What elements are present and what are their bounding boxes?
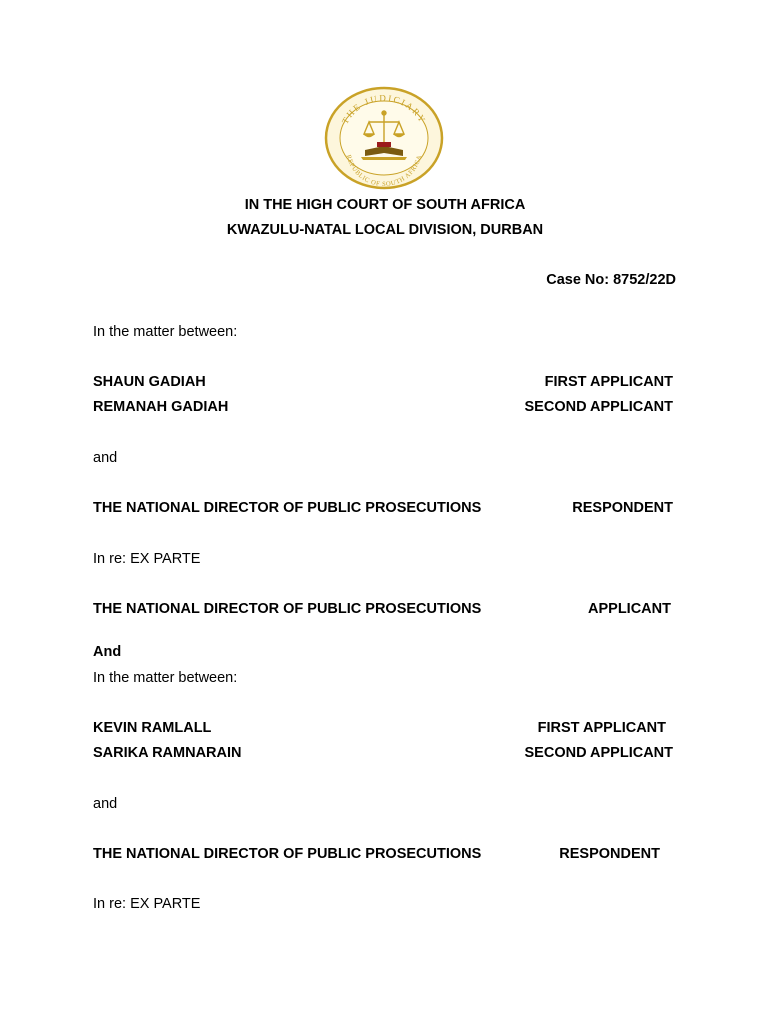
- case-number: Case No: 8752/22D: [546, 272, 676, 288]
- matter-connector: And: [93, 644, 122, 660]
- seal-bottom-text: REPUBLIC OF SOUTH AFRICA: [344, 154, 424, 189]
- seal-top-text: THE JUDICIARY: [339, 92, 429, 126]
- and-connector: and: [93, 450, 118, 466]
- party-role: SECOND APPLICANT: [524, 399, 673, 415]
- and-connector: and: [93, 796, 118, 812]
- in-re-line: In re: EX PARTE: [93, 551, 201, 567]
- party-name: THE NATIONAL DIRECTOR OF PUBLIC PROSECUTIONS: [93, 601, 482, 617]
- court-name: IN THE HIGH COURT OF SOUTH AFRICA: [244, 197, 526, 213]
- party-name: REMANAH GADIAH: [93, 399, 229, 415]
- party-role: RESPONDENT: [559, 846, 660, 862]
- party-name: SHAUN GADIAH: [93, 374, 206, 390]
- party-name: KEVIN RAMLALL: [93, 720, 212, 736]
- court-division: KWAZULU-NATAL LOCAL DIVISION, DURBAN: [226, 222, 544, 238]
- party-name: THE NATIONAL DIRECTOR OF PUBLIC PROSECUTIONS: [93, 500, 482, 516]
- judiciary-seal: [321, 86, 447, 190]
- party-role: APPLICANT: [588, 601, 671, 617]
- matter-intro: In the matter between:: [93, 670, 238, 686]
- party-role: FIRST APPLICANT: [537, 720, 666, 736]
- party-role: FIRST APPLICANT: [544, 374, 673, 390]
- party-name: THE NATIONAL DIRECTOR OF PUBLIC PROSECUTIONS: [93, 846, 482, 862]
- in-re-line: In re: EX PARTE: [93, 896, 201, 912]
- party-name: SARIKA RAMNARAIN: [93, 745, 242, 761]
- party-role: SECOND APPLICANT: [524, 745, 673, 761]
- party-role: RESPONDENT: [572, 500, 673, 516]
- matter-intro: In the matter between:: [93, 324, 238, 340]
